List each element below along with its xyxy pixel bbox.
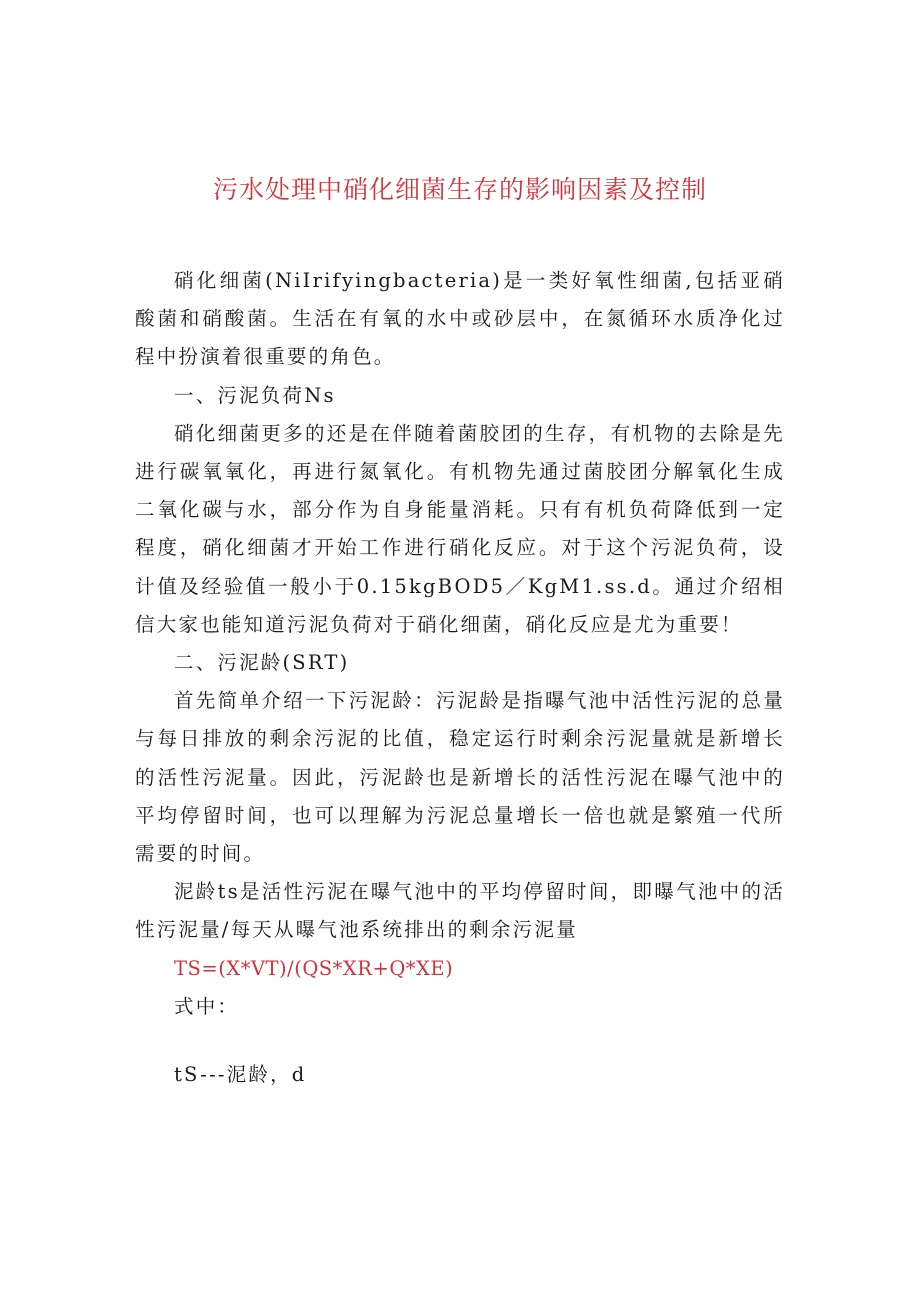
formula-definition-ts: tS---泥龄，d: [174, 1063, 307, 1087]
section-heading-sludge-load: 一、污泥负荷Ns: [174, 383, 336, 407]
document-title: 污水处理中硝化细菌生存的影响因素及控制: [212, 175, 707, 204]
paragraph-sludge-load: 硝化细菌更多的还是在伴随着菌胶团的生存，有机物的去除是先进行碳氧氧化，再进行氮氧化。有机物先通过菌胶团分解氧化生成二氧化碳与水，部分作为自身能量消耗。只有有机负荷降低到一定程度，硝化细菌才开始工作进行硝化反应。对于这个污泥负荷，设计值及经验值一般小于0.15kgBOD5／KgM1.ss.d。通过介绍相信大家也能知道污泥负荷对于硝化细菌，硝化反应是尤为重要！: [135, 421, 785, 636]
paragraph-intro: 硝化细菌(NiIrifyingbacteria)是一类好氧性细菌,包括亚硝酸菌和硝酸菌。生活在有氧的水中或砂层中，在氮循环水质净化过程中扮演着很重要的角色。: [135, 269, 785, 369]
paragraph-sludge-age-definition: 泥龄ts是活性污泥在曝气池中的平均停留时间，即曝气池中的活性污泥量/每天从曝气池系统排出的剩余污泥量: [135, 880, 785, 942]
section-heading-sludge-age: 二、污泥龄(SRT): [174, 651, 350, 675]
formula-where-label: 式中：: [174, 994, 240, 1018]
document-body: [135, 262, 785, 1094]
formula-sludge-age: TS=(X*VT)/(QS*XR+Q*XE): [174, 956, 454, 980]
paragraph-sludge-age-intro: 首先简单介绍一下污泥龄：污泥龄是指曝气池中活性污泥的总量与每日排放的剩余污泥的比值，稳定运行时剩余污泥量就是新增长的活性污泥量。因此，污泥龄也是新增长的活性污泥在曝气池中的平均停留时间，也可以理解为污泥总量增长一倍也就是繁殖一代所需要的时间。: [135, 689, 785, 866]
